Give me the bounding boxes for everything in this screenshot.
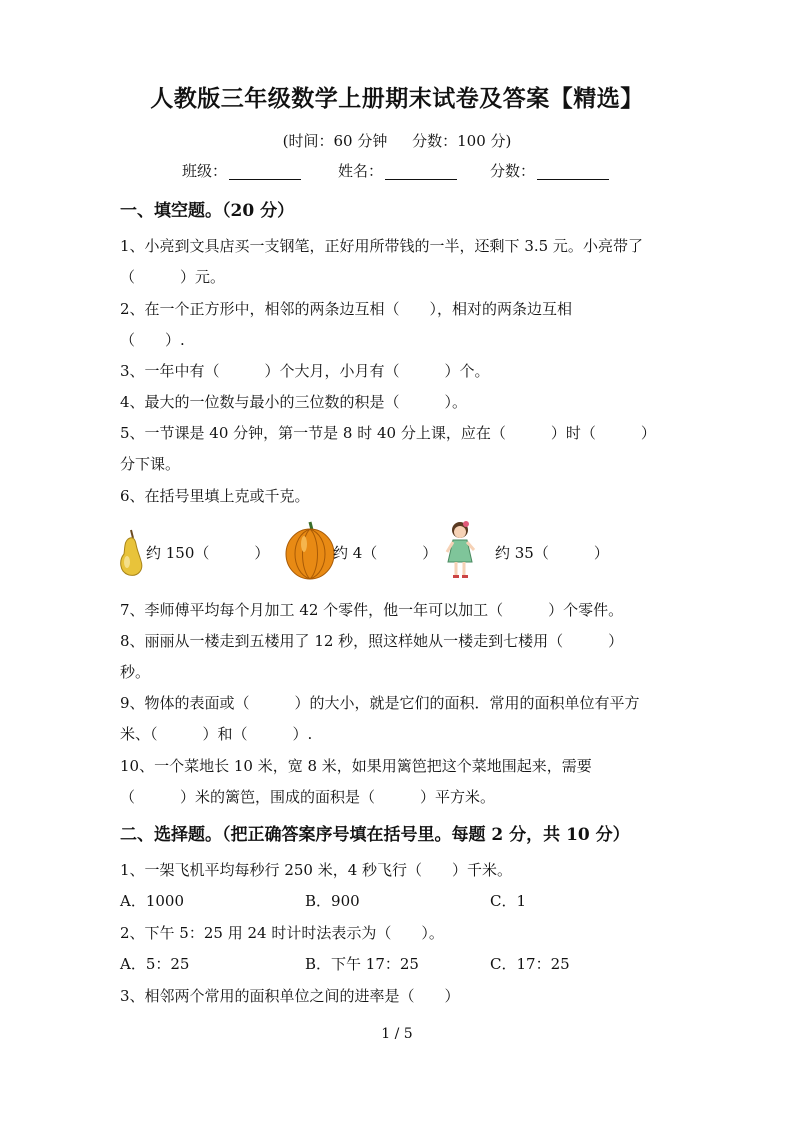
choice-2-option-b: B．下午 17：25 [305, 955, 419, 973]
pumpkin-icon [284, 520, 336, 580]
question-9-line-1: 9、物体的表面或（ ）的大小，就是它们的面积．常用的面积单位有平方 [120, 694, 640, 712]
question-3: 3、一年中有（ ）个大月，小月有（ ）个。 [120, 362, 490, 380]
girl-weight: 约 35（ ） [495, 544, 609, 562]
question-5-line-1: 5、一节课是 40 分钟，第一节是 8 时 40 分上课，应在（ ）时（ ） [120, 424, 656, 442]
choice-1-option-c: C．1 [490, 892, 527, 910]
name-blank[interactable] [385, 163, 457, 180]
question-6: 6、在括号里填上克或千克。 [120, 487, 310, 505]
question-8-line-1: 8、丽丽从一楼走到五楼用了 12 秒，照这样她从一楼走到七楼用（ ） [120, 632, 624, 650]
page-number: 1 / 5 [381, 1026, 413, 1042]
question-4: 4、最大的一位数与最小的三位数的积是（ ）。 [120, 393, 468, 411]
question-5-line-2: 分下课。 [120, 455, 181, 473]
section-choice-heading: 二、选择题。（把正确答案序号填在括号里。每题 2 分，共 10 分） [120, 825, 630, 845]
pear-icon [116, 528, 146, 578]
time-limit: (时间：60 分钟 [282, 132, 388, 150]
page-title: 人教版三年级数学上册期末试卷及答案【精选】 [150, 85, 644, 112]
question-6-images [0, 518, 794, 588]
choice-question-2: 2、下午 5：25 用 24 时计时法表示为（ ）。 [120, 924, 444, 942]
question-2-line-1: 2、在一个正方形中，相邻的两条边互相（ ），相对的两条边互相 [120, 300, 573, 318]
name-field: 姓名： [338, 160, 457, 181]
section-fill-blank-heading: 一、填空题。（20 分） [120, 201, 295, 221]
pear-weight: 约 150（ ） [146, 544, 270, 562]
choice-2-option-a: A．5：25 [120, 955, 190, 973]
pumpkin-weight: 约 4（ ） [333, 544, 438, 562]
choice-question-1: 1、一架飞机平均每秒行 250 米，4 秒飞行（ ）千米。 [120, 861, 513, 879]
choice-question-3: 3、相邻两个常用的面积单位之间的进率是（ ） [120, 987, 460, 1005]
question-10-line-1: 10、一个菜地长 10 米，宽 8 米，如果用篱笆把这个菜地围起来，需要 [120, 757, 592, 775]
question-8-line-2: 秒。 [120, 663, 151, 681]
class-field: 班级： [182, 160, 301, 181]
question-7: 7、李师傅平均每个月加工 42 个零件，他一年可以加工（ ）个零件。 [120, 601, 624, 619]
exam-meta [0, 130, 794, 151]
girl-icon [444, 518, 478, 582]
choice-1-option-b: B．900 [305, 892, 360, 910]
choice-1-option-a: A．1000 [120, 892, 185, 910]
class-blank[interactable] [229, 163, 301, 180]
question-1-line-1: 1、小亮到文具店买一支钢笔，正好用所带钱的一半，还剩下 3.5 元。小亮带了 [120, 237, 643, 255]
total-score: 分数：100 分) [412, 132, 512, 150]
question-10-line-2: （ ）米的篱笆，围成的面积是（ ）平方米。 [120, 788, 496, 806]
score-blank[interactable] [537, 163, 609, 180]
question-9-line-2: 米、（ ）和（ ）. [120, 725, 313, 743]
question-1-line-2: （ ）元。 [120, 268, 226, 286]
question-2-line-2: （ ）. [120, 331, 185, 349]
score-field: 分数： [490, 160, 609, 181]
choice-2-option-c: C．17：25 [490, 955, 570, 973]
